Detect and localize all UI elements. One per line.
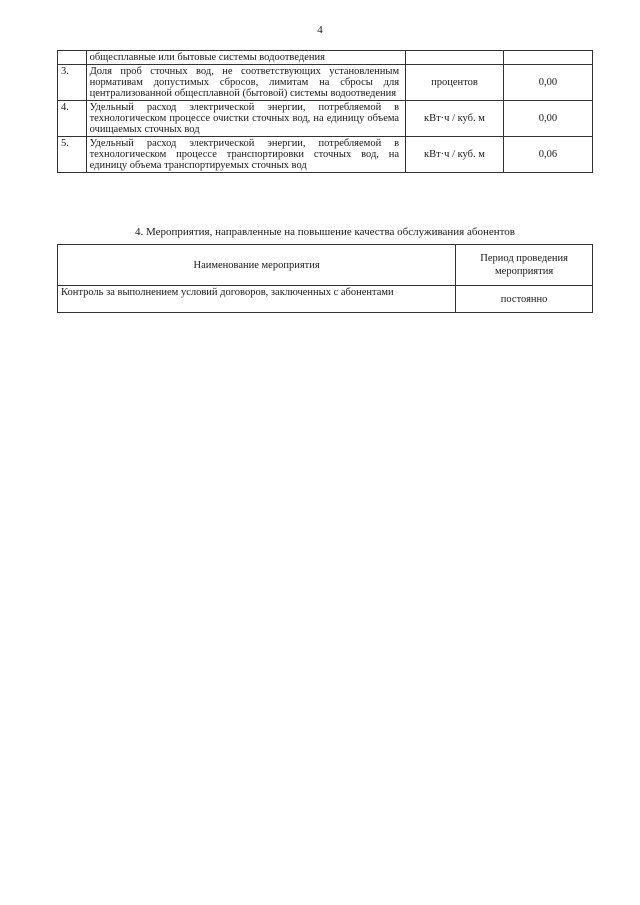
row-number: 5.	[58, 137, 87, 173]
header-period: Период проведения мероприятия	[456, 245, 593, 286]
indicator-unit: процентов	[406, 65, 504, 101]
indicator-description: Удельный расход электрической энергии, потребляемой в технологическом процессе очистки сточных вод, на единицу объема очищаемых сточных вод	[86, 101, 406, 137]
indicator-description: общесплавные или бытовые системы водоотведения	[86, 51, 406, 65]
indicator-unit: кВт·ч / куб. м	[406, 101, 504, 137]
indicator-value: 0,00	[503, 65, 592, 101]
table-row	[58, 65, 593, 101]
table-row	[58, 101, 593, 137]
table-row	[58, 137, 593, 173]
section-heading: 4. Мероприятия, направленные на повышение качества обслуживания абонентов	[135, 226, 515, 238]
measure-period: постоянно	[456, 286, 593, 313]
row-number: 3.	[58, 65, 87, 101]
page-number: 4	[317, 24, 323, 36]
indicator-description: Доля проб сточных вод, не соответствующих установленным нормативам допустимых сбросов, лимитам на сбросы для централизованной общесплавной (бытовой) системы водоотведения	[86, 65, 406, 101]
row-number: 4.	[58, 101, 87, 137]
header-measure-name: Наименование мероприятия	[58, 245, 456, 286]
measures-table	[57, 244, 593, 313]
indicator-value: 0,06	[503, 137, 592, 173]
indicators-table	[57, 50, 593, 173]
table-row	[58, 51, 593, 65]
indicator-description: Удельный расход электрической энергии, потребляемой в технологическом процессе транспортировки сточных вод, на единицу объема транспортируемых сточных вод	[86, 137, 406, 173]
indicator-value	[503, 51, 592, 65]
measure-name: Контроль за выполнением условий договоров, заключенных с абонентами	[58, 286, 456, 313]
indicator-value: 0,00	[503, 101, 592, 137]
indicator-unit: кВт·ч / куб. м	[406, 137, 504, 173]
row-number	[58, 51, 87, 65]
table-row	[58, 286, 593, 313]
table-header-row	[58, 245, 593, 286]
indicator-unit	[406, 51, 504, 65]
